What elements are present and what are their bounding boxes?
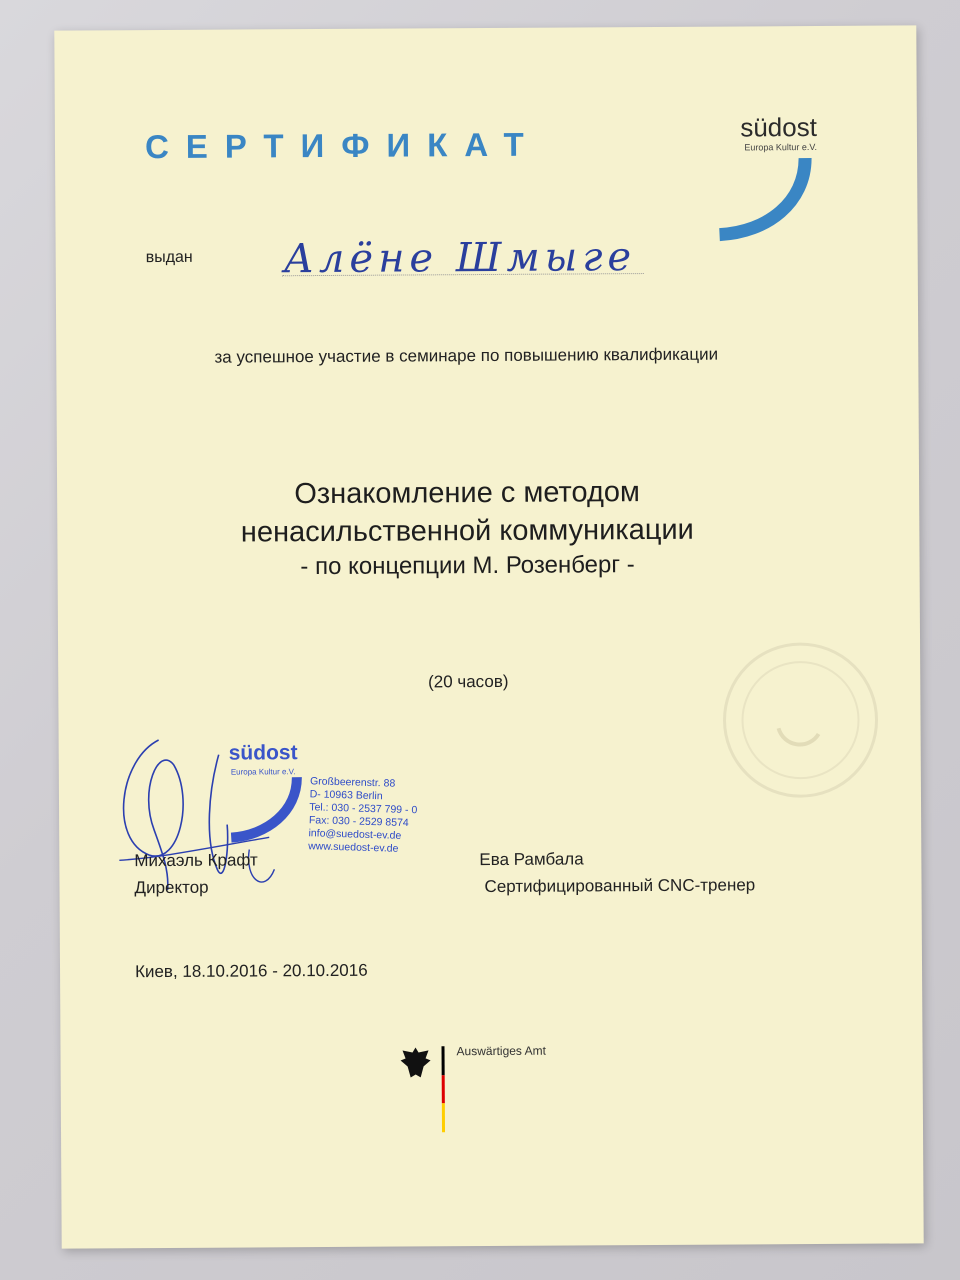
participation-text: за успешное участие в семинаре по повышению квалификации	[214, 344, 719, 367]
stamp-arc-icon	[227, 773, 307, 843]
embossed-seal-icon	[718, 638, 884, 804]
stamp-street: Großbeerenstr. 88	[309, 775, 396, 790]
issued-label: выдан	[145, 248, 193, 267]
trainer-name: Ева Рамбала	[479, 849, 584, 870]
logo-arc-icon	[717, 152, 818, 243]
course-line-1: Ознакомление с методом	[294, 476, 641, 511]
trainer-role: Сертифицированный CNC-тренер	[484, 875, 756, 897]
director-role: Директор	[134, 877, 209, 898]
german-flag-bar	[441, 1046, 445, 1132]
stamp-subtitle: Europa Kultur e.V.	[230, 767, 296, 777]
stamp-address	[308, 775, 418, 856]
stamp-name: südost	[228, 741, 298, 765]
logo-name: südost	[740, 111, 817, 143]
flag-black	[441, 1046, 444, 1075]
stamp-city: D- 10963 Berlin	[309, 788, 383, 803]
recipient-name: Алёне Шмыге	[283, 234, 637, 283]
sudost-logo	[717, 112, 888, 243]
federal-eagle-icon	[398, 1044, 432, 1082]
agency-name: Auswärtiges Amt	[456, 1043, 546, 1059]
certificate-sheet	[54, 25, 923, 1248]
logo-subtitle: Europa Kultur e.V.	[744, 141, 818, 153]
stamp-web: www.suedost-ev.de	[308, 840, 399, 855]
stamp-tel: Tel.: 030 - 2537 799 - 0	[309, 801, 418, 817]
stamp-email: info@suedost-ev.de	[308, 827, 402, 842]
course-line-2: ненасильственной коммуникации	[240, 513, 694, 549]
flag-red	[442, 1075, 445, 1104]
course-line-3: - по концепции М. Розенберг -	[300, 551, 635, 581]
certificate-title: СЕРТИФИКАТ	[144, 125, 541, 166]
hours-text: (20 часов)	[427, 671, 509, 692]
course-title	[57, 472, 878, 585]
director-name: Михаэль Крафт	[134, 850, 258, 871]
place-date: Киев, 18.10.2016 - 20.10.2016	[134, 960, 368, 982]
stamp-fax: Fax: 030 - 2529 8574	[308, 814, 409, 830]
flag-gold	[442, 1103, 445, 1132]
